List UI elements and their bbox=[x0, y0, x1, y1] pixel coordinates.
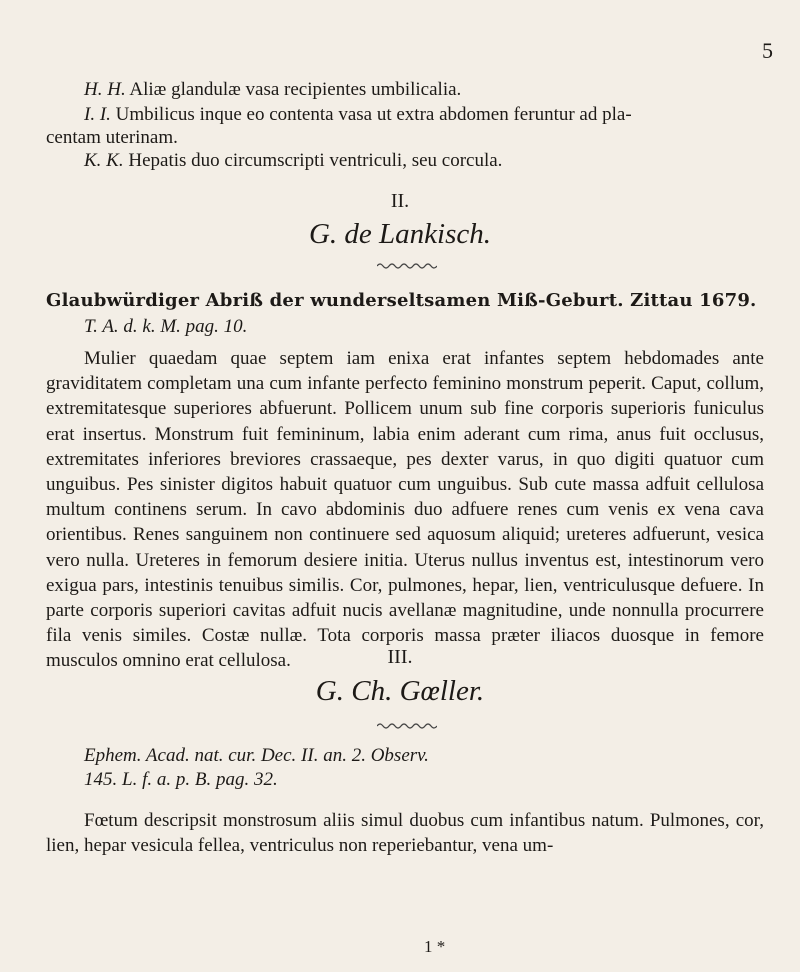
legend-label: I. I. bbox=[84, 104, 111, 125]
section-body-2: Mulier quaedam quae septem iam enixa erat infantes septem hebdomades ante graviditatem completam una cum infante perfecto feminino monstrum peperit. Caput, collum, extremitatesque superiores abfuerunt. Pollicem unum sub fine corporis superioris funiculus erat insertus. Monstrum fuit femininum, labia enim aderant cum rima, anus fuit occlusus, extremitates inferiores breviores crassaeque, pes dexter varus, in quo digiti quatuor cum unguibus. Pes sinister digitos habuit quatuor cum unguibus. Sub cute massa adfuit cellulosa multum continens serum. In cavo abdominis duo adfuere renes cum venis ex vena cava orientibus. Renes sanguinem non continuere sed aquosum aliquid; ureteres adfuerunt, vesica vero nulla. Ureteres in femorum desiere initia. Uterus nullus inventus est, intestinorum vero exigua pars, intestinis tenuibus similis. Cor, pulmones, hepar, lien, ventriculusque defuere. In parte corporis superiori cavitas adfuit nucis avellanæ magnitudine, unde nonnulla procurrere fila venis similes. Costæ nullæ. Tota corporis massa præter iliacos duosque in femore musculos omnino erat cellulosa. bbox=[46, 348, 764, 672]
section-body-3: Fœtum descripsit monstrosum aliis simul duobus cum infantibus natum. Pulmones, cor, lien, hepar vesicula fellea, ventriculus non reperiebantur, vena um- bbox=[46, 810, 764, 857]
section-author-2: G. de Lankisch. bbox=[308, 218, 492, 250]
section-numeral-3: III. bbox=[387, 646, 413, 668]
ornament-rule bbox=[377, 722, 437, 730]
section-author-3: G. Ch. Gœller. bbox=[315, 675, 485, 707]
legend-label: K. K. bbox=[84, 150, 124, 171]
ornament-rule bbox=[377, 262, 437, 270]
legend-text: Umbilicus inque eo contenta vasa ut extra abdomen feruntur ad pla- bbox=[110, 104, 632, 125]
legend-line-i bbox=[84, 104, 632, 126]
legend-line-cont bbox=[46, 127, 178, 149]
source-reference-3: Ephem. Acad. nat. cur. Dec. II. an. 2. Observ. 145. L. f. a. p. B. pag. 32. bbox=[84, 745, 429, 790]
legend-line-h bbox=[84, 79, 461, 101]
legend-line-k bbox=[84, 150, 502, 172]
legend-label: H. H. bbox=[84, 79, 126, 100]
legend-text: centam uterinam. bbox=[46, 127, 178, 148]
signature-mark: 1 * bbox=[424, 937, 446, 956]
source-reference-2: T. A. d. k. M. pag. 10. bbox=[84, 316, 248, 337]
section-numeral-2: II. bbox=[390, 190, 410, 212]
legend-text: Aliæ glandulæ vasa recipientes umbilicalia. bbox=[125, 79, 462, 100]
page-number: 5 bbox=[762, 38, 773, 63]
source-title-fraktur: Glaubwürdiger Abriß der wunderseltsamen Miß-Geburt. Zittau 1679. bbox=[46, 290, 757, 311]
legend-text: Hepatis duo circumscripti ventriculi, seu corcula. bbox=[123, 150, 503, 171]
